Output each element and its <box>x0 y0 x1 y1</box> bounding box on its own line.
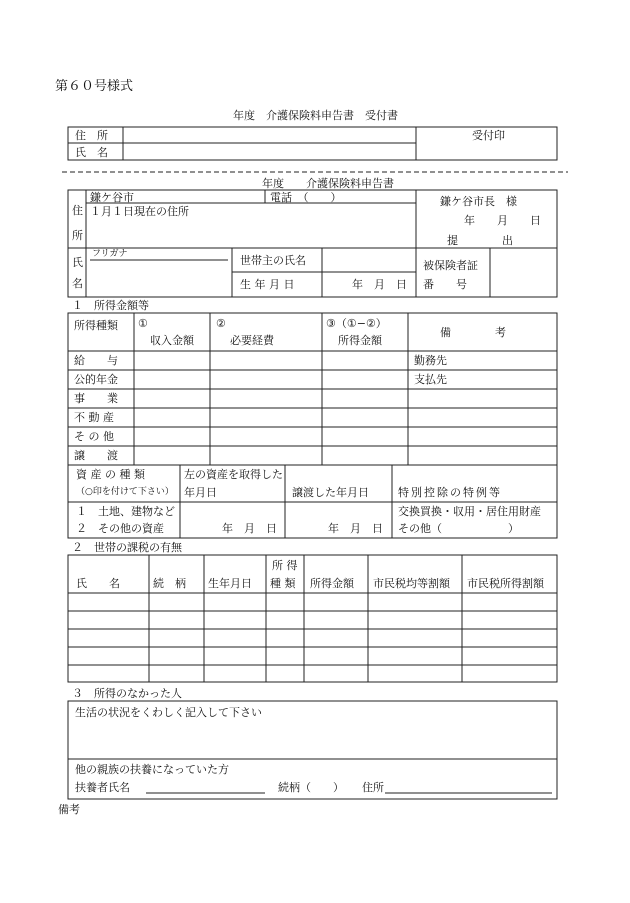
address-side-2: 所 <box>72 229 83 242</box>
insured-number-field[interactable] <box>491 249 556 296</box>
relation-label: 続柄（ ） <box>278 781 344 794</box>
row-label-business: 事 業 <box>74 392 118 405</box>
household-head-field[interactable] <box>323 249 415 271</box>
col1-num: ① <box>138 317 148 330</box>
form-number: 第６０号様式 <box>55 79 134 94</box>
asset-option-1[interactable]: １ 土地、建物など <box>76 505 175 518</box>
applicant-name-field[interactable] <box>87 262 231 296</box>
birth-label: 生 年 月 日 <box>240 278 295 291</box>
address-field[interactable] <box>87 218 415 247</box>
special-option-1[interactable]: 交換買換・収用・居住用財産 <box>398 505 541 518</box>
row-label-other: そ の 他 <box>74 430 114 443</box>
row-label-transfer: 譲 渡 <box>74 449 118 462</box>
supporter-name-label: 扶養者氏名 <box>75 781 130 794</box>
furigana-label: フリガナ <box>92 249 128 259</box>
row-remark-payer: 支払先 <box>414 373 447 386</box>
submit-label: 提 出 <box>447 234 513 247</box>
name-side-2: 名 <box>72 277 83 290</box>
receipt-address-label: 住 所 <box>75 129 108 142</box>
row-remark-employer: 勤務先 <box>414 354 447 367</box>
receipt-stamp-label: 受付印 <box>472 129 505 142</box>
row-label-salary: 給 与 <box>74 354 118 367</box>
hdr-income-levy: 市民税所得割額 <box>467 577 544 590</box>
row-label-realestate: 不 動 産 <box>74 411 114 424</box>
row-label-pension: 公的年金 <box>74 373 118 386</box>
hdr-name: 氏 名 <box>76 577 120 590</box>
addressee: 鎌ケ谷市長 様 <box>440 195 517 208</box>
asset-option-2[interactable]: ２ その他の資産 <box>76 522 164 535</box>
dependent-label: 他の親族の扶養になっていた方 <box>75 763 229 776</box>
col2-label: 必要経費 <box>230 334 274 347</box>
city-name: 鎌ケ谷市 <box>90 191 134 204</box>
address-note: １月１日現在の住所 <box>90 205 189 218</box>
acquired-label-2: 年月日 <box>184 486 217 499</box>
receipt-address-field[interactable] <box>124 128 415 142</box>
col3-label: 所得金額 <box>338 334 382 347</box>
receipt-name-field[interactable] <box>124 144 415 159</box>
receipt-title: 年度 介護保険料申告書 受付書 <box>233 109 398 122</box>
receipt-stamp-area <box>417 144 556 159</box>
special-deduction-label: 特別控除の特例等 <box>398 486 502 499</box>
hdr-income-type-top: 所 得 <box>272 559 298 572</box>
hdr-income-amount: 所得金額 <box>310 577 354 590</box>
section1-title: １ 所得金額等 <box>72 299 149 312</box>
insured-number-label-1: 被保険者証 <box>423 259 478 272</box>
insured-number-label-2: 番 号 <box>423 278 467 291</box>
life-status-label: 生活の状況をくわしく記入して下さい <box>75 706 262 719</box>
name-side-1: 氏 <box>72 256 83 269</box>
section3-title: ３ 所得のなかった人 <box>72 687 182 700</box>
phone-label: 電話 （ ） <box>270 191 342 204</box>
remarks-label: 備考 <box>58 803 80 816</box>
life-status-field[interactable] <box>69 722 556 758</box>
hdr-income-type-bottom: 種 類 <box>270 577 296 590</box>
col2-num: ② <box>216 317 226 330</box>
receipt-name-label: 氏 名 <box>75 146 108 159</box>
transfer-date: 年 月 日 <box>328 522 383 535</box>
asset-type-note: （○印を付けて下さい） <box>76 487 174 497</box>
supporter-name-field[interactable] <box>146 778 265 793</box>
special-option-2[interactable]: その他（ ） <box>398 522 519 535</box>
submit-date: 年 月 日 <box>464 214 541 227</box>
address-side-1: 住 <box>72 204 83 217</box>
supporter-address-label: 住所 <box>362 781 384 794</box>
col3-num: ③（①−②） <box>326 317 387 330</box>
application-title: 年度 介護保険料申告書 <box>262 177 394 190</box>
col-income-type: 所得種類 <box>74 319 118 332</box>
supporter-address-field[interactable] <box>385 778 552 793</box>
acquired-date: 年 月 日 <box>222 522 277 535</box>
birth-value: 年 月 日 <box>352 278 407 291</box>
household-head-label: 世帯主の氏名 <box>240 254 306 267</box>
hdr-per-capita-tax: 市民税均等割額 <box>373 577 450 590</box>
col1-label: 収入金額 <box>150 334 194 347</box>
transfer-date-label: 譲渡した年月日 <box>292 486 369 499</box>
hdr-birthdate: 生年月日 <box>208 577 252 590</box>
col-remarks: 備 考 <box>440 326 506 339</box>
hdr-relation: 続 柄 <box>153 577 186 590</box>
acquired-label-1: 左の資産を取得した <box>184 468 283 481</box>
asset-type-label: 資 産 の 種 類 <box>76 468 145 481</box>
section2-title: ２ 世帯の課税の有無 <box>72 541 182 554</box>
